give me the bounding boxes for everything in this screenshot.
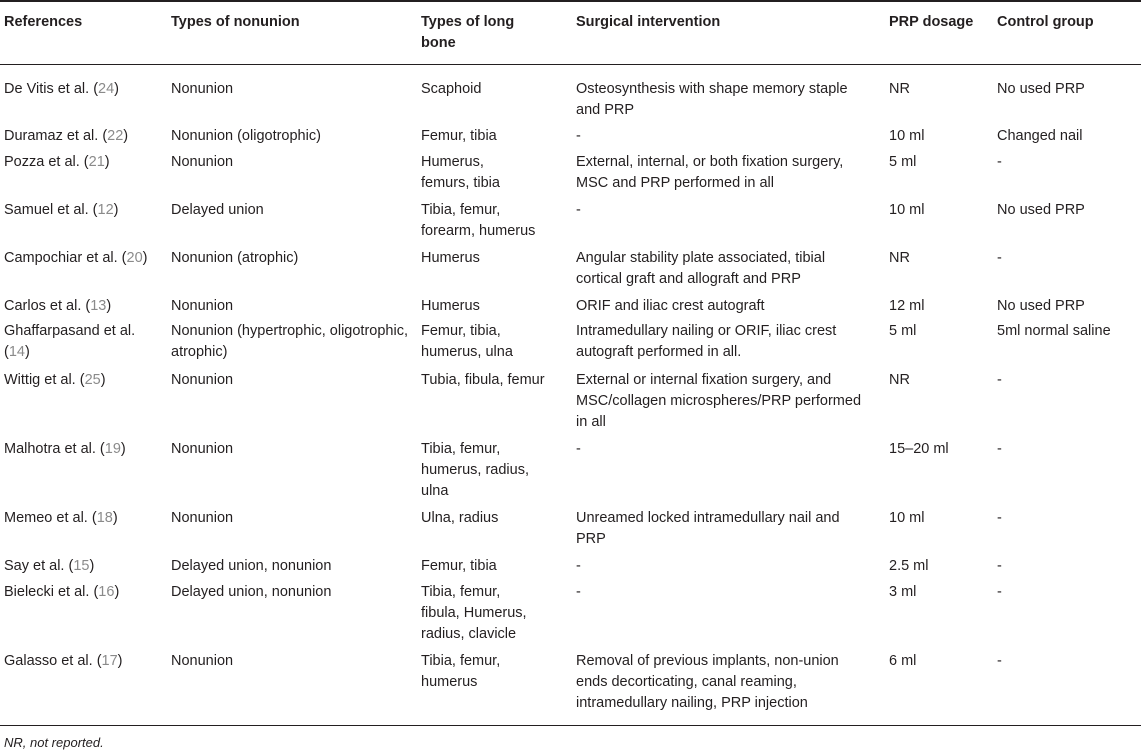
cell-prp-dosage: 12 ml [889,298,925,314]
cell-surgical-intervention: External or internal fixation surgery, and MSC/collagen microspheres/PRP performed in all [576,372,862,430]
cell-types-of-nonunion: Nonunion [171,441,234,457]
cell-reference: Pozza et al. (21) [4,154,110,170]
cell-control-group: - [997,441,1002,457]
author-name: Ghaffarpasand et al. [4,323,136,339]
header-control-group: Control group [997,14,1094,30]
reference-number-link[interactable]: 22 [107,128,124,144]
reference-number-link[interactable]: 18 [96,510,113,526]
cell-prp-dosage: NR [889,250,910,266]
cell-prp-dosage: 5 ml [889,323,917,339]
reference-number-link[interactable]: 14 [8,344,25,360]
cell-control-group: No used PRP [997,298,1085,314]
cell-reference: Say et al. (15) [4,558,95,574]
cell-surgical-intervention: - [576,441,581,457]
author-name: Malhotra et al. [4,441,96,457]
cell-surgical-intervention: - [576,128,581,144]
cell-reference: Galasso et al. (17) [4,653,123,669]
cell-prp-dosage: 10 ml [889,202,925,218]
author-name: Campochiar et al. [4,250,118,266]
cell-surgical-intervention: - [576,558,581,574]
cell-control-group: No used PRP [997,81,1085,97]
cell-reference: Samuel et al. (12) [4,202,119,218]
cell-surgical-intervention: Unreamed locked intramedullary nail and PRP [576,510,840,547]
cell-types-of-nonunion: Nonunion (atrophic) [171,250,299,266]
cell-control-group: - [997,584,1002,600]
cell-types-of-long-bone: Humerus [421,250,480,266]
cell-types-of-long-bone: Tibia, femur, forearm, humerus [421,202,536,239]
cell-reference: Carlos et al. (13) [4,298,112,314]
cell-surgical-intervention: Osteosynthesis with shape memory staple and PRP [576,81,848,118]
cell-control-group: - [997,372,1002,388]
cell-types-of-long-bone: Femur, tibia, humerus, ulna [421,323,513,360]
cell-types-of-long-bone: Tibia, femur, humerus [421,653,501,690]
reference-number-link[interactable]: 25 [84,372,101,388]
reference-number-link[interactable]: 21 [88,154,105,170]
cell-reference: Campochiar et al. (20) [4,250,148,266]
cell-types-of-nonunion: Nonunion [171,510,234,526]
cell-prp-dosage: 6 ml [889,653,917,669]
cell-types-of-long-bone: Humerus [421,298,480,314]
cell-prp-dosage: 15–20 ml [889,441,949,457]
cell-types-of-long-bone: Femur, tibia [421,558,497,574]
header-bottom-rule [0,64,1141,65]
author-name: Carlos et al. [4,298,82,314]
cell-surgical-intervention: - [576,202,581,218]
cell-reference: Duramaz et al. (22) [4,128,129,144]
cell-surgical-intervention: Intramedullary nailing or ORIF, iliac crest autograft performed in all. [576,323,837,360]
cell-types-of-nonunion: Delayed union, nonunion [171,558,332,574]
author-name: Say et al. [4,558,65,574]
cell-surgical-intervention: Angular stability plate associated, tibial cortical graft and allograft and PRP [576,250,826,287]
reference-number-link[interactable]: 17 [101,653,118,669]
cell-reference: De Vitis et al. (24) [4,81,120,97]
reference-number-link[interactable]: 24 [98,81,115,97]
cell-types-of-nonunion: Nonunion [171,298,234,314]
cell-prp-dosage: NR [889,81,910,97]
reference-number-link[interactable]: 12 [97,202,114,218]
table-top-rule [0,0,1141,2]
cell-control-group: No used PRP [997,202,1085,218]
reference-number-link[interactable]: 16 [98,584,115,600]
cell-types-of-long-bone: Tibia, femur, humerus, radius, ulna [421,441,529,499]
cell-types-of-nonunion: Nonunion [171,81,234,97]
cell-prp-dosage: 5 ml [889,154,917,170]
cell-control-group: - [997,558,1002,574]
reference-number-link[interactable]: 19 [104,441,121,457]
author-name: Bielecki et al. [4,584,90,600]
cell-types-of-nonunion: Delayed union, nonunion [171,584,332,600]
cell-reference: Malhotra et al. (19) [4,441,126,457]
cell-prp-dosage: 3 ml [889,584,917,600]
cell-control-group: Changed nail [997,128,1083,144]
header-prp-dosage: PRP dosage [889,14,974,30]
cell-reference: Bielecki et al. (16) [4,584,120,600]
cell-types-of-long-bone: Tibia, femur, fibula, Humerus, radius, clavicle [421,584,527,642]
cell-types-of-nonunion: Delayed union [171,202,264,218]
cell-control-group: - [997,653,1002,669]
cell-surgical-intervention: External, internal, or both fixation surgery, MSC and PRP performed in all [576,154,844,191]
author-name: Galasso et al. [4,653,93,669]
cell-types-of-long-bone: Femur, tibia [421,128,497,144]
header-references: References [4,14,83,30]
author-name: Wittig et al. [4,372,76,388]
cell-surgical-intervention: ORIF and iliac crest autograft [576,298,765,314]
cell-types-of-long-bone: Humerus, femurs, tibia [421,154,500,191]
cell-surgical-intervention: Removal of previous implants, non-union ends decorticating, canal reaming, intramedullary nailing, PRP injection [576,653,839,711]
cell-control-group: 5ml normal saline [997,323,1111,339]
author-name: Memeo et al. [4,510,88,526]
cell-control-group: - [997,510,1002,526]
author-name: De Vitis et al. [4,81,90,97]
header-types-of-nonunion: Types of nonunion [171,14,300,30]
cell-types-of-nonunion: Nonunion [171,653,234,669]
cell-reference: Wittig et al. (25) [4,372,106,388]
header-surgical-intervention: Surgical intervention [576,14,721,30]
cell-types-of-nonunion: Nonunion [171,372,234,388]
reference-number-link[interactable]: 15 [73,558,90,574]
cell-surgical-intervention: - [576,584,581,600]
cell-reference: Ghaffarpasand et al. (14) [4,323,136,360]
cell-prp-dosage: 2.5 ml [889,558,929,574]
table-footnote: NR, not reported. [4,735,104,750]
reference-number-link[interactable]: 20 [126,250,143,266]
author-name: Samuel et al. [4,202,89,218]
cell-types-of-nonunion: Nonunion [171,154,234,170]
cell-types-of-nonunion: Nonunion (oligotrophic) [171,128,321,144]
author-name: Duramaz et al. [4,128,99,144]
author-name: Pozza et al. [4,154,80,170]
cell-prp-dosage: NR [889,372,910,388]
cell-types-of-nonunion: Nonunion (hypertrophic, oligotrophic, atrophic) [171,323,408,360]
cell-types-of-long-bone: Ulna, radius [421,510,499,526]
cell-types-of-long-bone: Tubia, fibula, femur [421,372,545,388]
cell-prp-dosage: 10 ml [889,128,925,144]
cell-control-group: - [997,154,1002,170]
cell-reference: Memeo et al. (18) [4,510,118,526]
table-bottom-rule [0,725,1141,726]
header-types-of-long-bone: Types of long bone [421,14,515,51]
reference-number-link[interactable]: 13 [90,298,107,314]
cell-control-group: - [997,250,1002,266]
cell-types-of-long-bone: Scaphoid [421,81,482,97]
cell-prp-dosage: 10 ml [889,510,925,526]
